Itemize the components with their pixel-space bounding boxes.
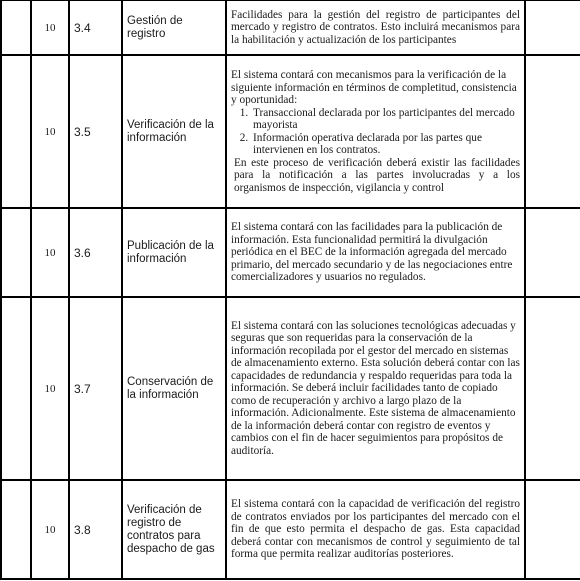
requirement-description-cell — [226, 0, 525, 55]
description-outro: En este proceso de verificación deberá existir las facilidades para la notificación a las partes involucradas y a los organismos de inspección, vigilancia y control — [234, 156, 520, 194]
table-row — [1, 55, 580, 208]
left-margin-cell — [1, 208, 31, 297]
description-text: El sistema contará con las facilidades para la publicación de información. Esta funcionalidad permitirá la divulgación periódica en el BEC de la información agregada del mercado primario, del mercado secundario y de las negociaciones entre comercializadores y usuarios no regulados. — [231, 221, 513, 284]
requirement-name-cell: Publicación de la información — [122, 208, 226, 297]
left-margin-cell — [1, 0, 31, 55]
description-intro: El sistema contará con mecanismos para la verificación de la siguiente información en términos de completitud, consistencia y oportunidad: — [231, 69, 517, 106]
extra-cell — [525, 55, 580, 208]
table-row — [1, 480, 580, 579]
requirement-name-cell: Verificación de registro de contratos para despacho de gas — [122, 480, 226, 579]
left-margin-cell — [1, 480, 31, 579]
requirement-id-cell: 3.8 — [69, 480, 122, 579]
extra-cell — [525, 208, 580, 297]
number-cell: 10 — [31, 297, 69, 480]
table-row — [1, 297, 580, 480]
table-row — [1, 0, 580, 55]
list-item: 1. Transaccional declarada por los participantes del mercado mayorista — [251, 107, 520, 132]
requirement-description-cell — [226, 55, 525, 208]
number-cell: 10 — [31, 480, 69, 579]
requirement-id-cell: 3.6 — [69, 208, 122, 297]
description-text: El sistema contará con la capacidad de verificación del registro de contratos enviados por los participantes del mercado con el fin de que esto permita el despacho de gas. Esta capacidad deberá contar con mecanismos de control y seguimiento de tal forma que permita realizar auditorías posteriores. — [231, 498, 520, 561]
requirement-name-cell: Gestión de registro — [122, 0, 226, 55]
requirement-id-cell: 3.7 — [69, 297, 122, 480]
requirement-id-cell: 3.5 — [69, 55, 122, 208]
table-row — [1, 208, 580, 297]
left-margin-cell — [1, 297, 31, 480]
left-margin-cell — [1, 55, 31, 208]
requirement-name-cell: Conservación de la información — [122, 297, 226, 480]
requirement-name-cell: Verificación de la información — [122, 55, 226, 208]
extra-cell — [525, 0, 580, 55]
description-text: El sistema contará con las soluciones tecnológicas adecuadas y seguras que son requeridas para la conservación de la información recopilada por el gestor del mercado en sistemas de almacenamiento externo. Esta solución deberá contar con las capacidades de redundancia y respaldo requeridas para toda la información. Se deberá incluir facilidades tanto de copiado como de recuperación y archivo a largo plazo de la información. Adicionalmente. Este sistema de almacenamiento de la información deberá contar con registro de eventos y cambios con el fin de hacer seguimientos para propósitos de auditoría. — [231, 319, 520, 457]
number-cell: 10 — [31, 0, 69, 55]
list-item: 2. Información operativa declarada por las partes que intervienen en los contratos. — [251, 132, 520, 157]
verification-list — [231, 107, 520, 157]
number-cell: 10 — [31, 208, 69, 297]
requirement-description-cell — [226, 208, 525, 297]
extra-cell — [525, 297, 580, 480]
number-cell: 10 — [31, 55, 69, 208]
extra-cell — [525, 480, 580, 579]
requirement-description-cell — [226, 480, 525, 579]
description-text: Facilidades para la gestión del registro de participantes del mercado y registro de contratos. Esto incluirá mecanismos para la habilitación y actualización de los participantes — [231, 8, 520, 46]
requirement-description-cell — [226, 297, 525, 480]
requirement-id-cell: 3.4 — [69, 0, 122, 55]
